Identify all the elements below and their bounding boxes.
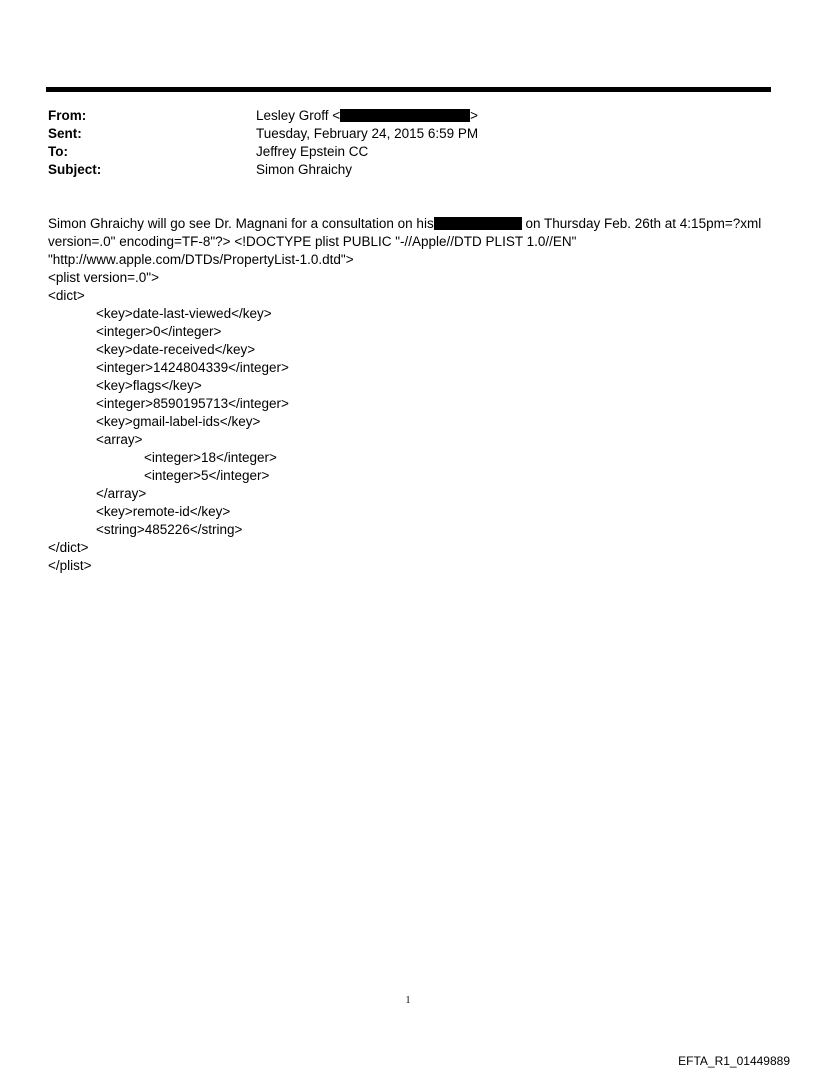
from-close: > [470, 108, 479, 123]
page-number: 1 [405, 995, 411, 1006]
body-line: <key>remote-id</key> [96, 504, 231, 519]
body-line [48, 215, 761, 233]
body-line: <integer>0</integer> [96, 324, 222, 339]
sent-label: Sent: [48, 126, 82, 141]
redaction-bar [434, 217, 522, 230]
email-header [48, 107, 478, 179]
body-line: <dict> [48, 288, 85, 303]
redaction-bar [340, 109, 470, 122]
from-row [48, 107, 478, 125]
body-line: <key>date-last-viewed</key> [96, 306, 272, 321]
body-line: </plist> [48, 558, 92, 573]
body-line: "http://www.apple.com/DTDs/PropertyList-1.0.dtd"> [48, 252, 354, 267]
from-label: From: [48, 108, 87, 123]
body-line: <plist version=.0"> [48, 270, 159, 285]
from-value [256, 107, 478, 125]
body-line: <key>date-received</key> [96, 342, 256, 357]
subject-row [48, 161, 478, 179]
body-line: version=.0" encoding=TF-8"?> <!DOCTYPE plist PUBLIC "-//Apple//DTD PLIST 1.0//EN" [48, 234, 577, 249]
body-text: Simon Ghraichy will go see Dr. Magnani for a consultation on his [48, 216, 434, 231]
body-line: <key>gmail-label-ids</key> [96, 414, 261, 429]
sent-row [48, 125, 478, 143]
from-name: Lesley Groff < [256, 108, 341, 123]
body-line: </array> [96, 486, 147, 501]
to-value: Jeffrey Epstein CC [256, 144, 369, 159]
sent-value: Tuesday, February 24, 2015 6:59 PM [256, 126, 479, 141]
email-body [48, 215, 761, 575]
body-line: <array> [96, 432, 143, 447]
body-line: <integer>5</integer> [144, 468, 270, 483]
header-rule [46, 87, 771, 92]
body-line: <string>485226</string> [96, 522, 243, 537]
body-line: <integer>8590195713</integer> [96, 396, 289, 411]
document-id: EFTA_R1_01449889 [678, 1054, 790, 1068]
subject-label: Subject: [48, 162, 102, 177]
body-text: on Thursday Feb. 26th at 4:15pm=?xml [521, 216, 762, 231]
body-line: <key>flags</key> [96, 378, 202, 393]
body-line: <integer>1424804339</integer> [96, 360, 289, 375]
body-line: </dict> [48, 540, 89, 555]
body-line: <integer>18</integer> [144, 450, 277, 465]
to-label: To: [48, 144, 68, 159]
to-row [48, 143, 478, 161]
subject-value: Simon Ghraichy [256, 162, 353, 177]
